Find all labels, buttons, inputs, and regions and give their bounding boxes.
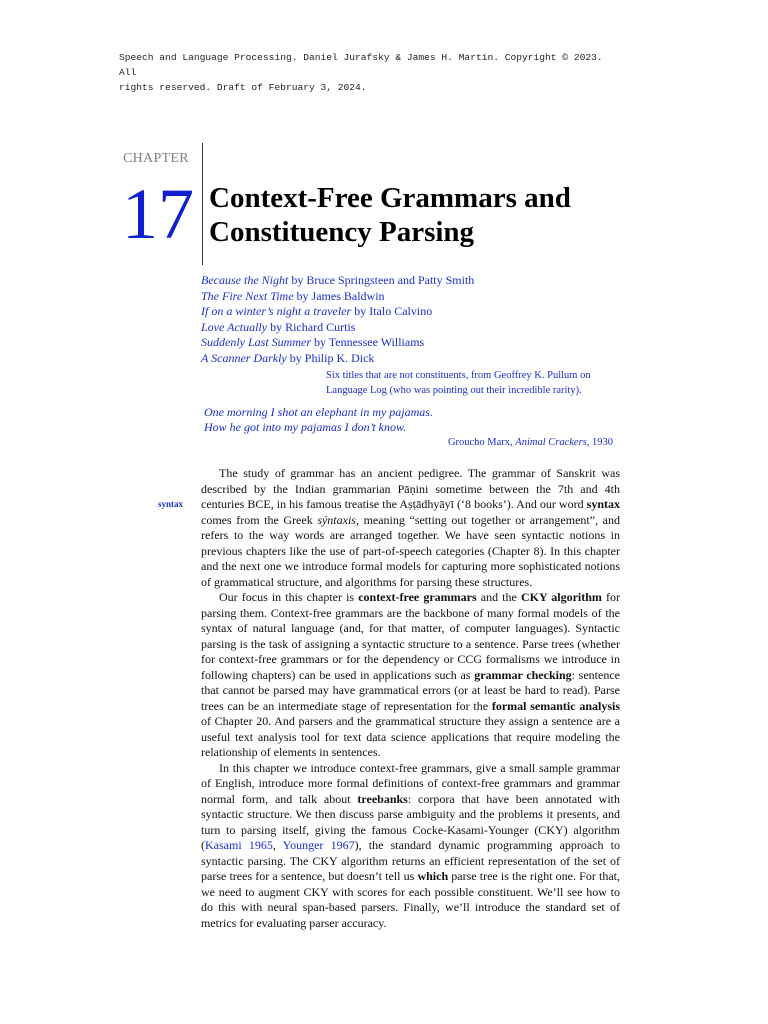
citation-link-younger[interactable]: Younger 1967: [282, 838, 355, 852]
paragraph-1: The study of grammar has an ancient pedigree. The grammar of Sanskrit was described by the Indian grammarian Pāṇini sometime between the 7th and 4th centuries BCE, in his famous treatise the Aṣṭādhyāyī (‘8 books’). And our word syntax comes from the Greek sýntaxis, meaning “setting out together or arrangement”, and refers to the way words are arranged together. We have seen syntactic notions in previous chapters like the use of part-of-speech categories (Chapter 8). In this chapter and the next one we introduce formal models for capturing more sophisticated notions of grammatical structure, and algorithms for parsing these structures.: [201, 466, 620, 589]
margin-note-syntax: syntax: [158, 499, 184, 509]
epigraph-quote: One morning I shot an elephant in my pajamas. How he got into my pajamas I don’t know.: [204, 405, 433, 434]
epigraph-title-line: Because the Night by Bruce Springsteen and Patty Smith: [201, 273, 475, 287]
header-line-2: rights reserved. Draft of February 3, 2024.: [119, 82, 367, 93]
running-header: [119, 50, 619, 95]
body-text: [201, 466, 620, 931]
paragraph-2: Our focus in this chapter is context-free grammars and the CKY algorithm for parsing them. Context-free grammars are the backbone of many formal models of the syntax of natural language (and, for that matter, of computer languages). Syntactic parsing is the task of assigning a syntactic structure to a sentence. Parse trees (whether for context-free grammars or for the dependency or CCG formalisms we introduce in following chapters) can be used in applications such as grammar checking: sentence that cannot be parsed may have grammatical errors (or at least be hard to read). Parse trees can be an intermediate stage of representation for the formal semantic analysis of Chapter 20. And parsers and the grammatical structure they assign a sentence are a useful text analysis tool for text data science applications that require modeling the relationship of elements in sentences.: [201, 590, 621, 759]
header-line-1: Speech and Language Processing. Daniel Jurafsky & James H. Martin. Copyright © 2023. All: [119, 52, 603, 78]
epigraph-quote-attribution: Groucho Marx, Animal Crackers, 1930: [447, 437, 613, 448]
epigraph-title-line: The Fire Next Time by James Baldwin: [201, 288, 385, 303]
title-line-1: Context-Free Grammars and: [209, 182, 571, 214]
chapter-label: CHAPTER: [123, 151, 189, 166]
epigraph-title-line: A Scanner Darkly by Philip K. Dick: [201, 350, 375, 365]
chapter-title: [209, 181, 619, 249]
epigraph-title-line: If on a winter’s night a traveler by Italo Calvino: [201, 304, 433, 318]
paragraph-3: In this chapter we introduce context-free grammars, give a small sample grammar of English, introduce more formal definitions of context-free grammars and grammar normal form, and talk about treebanks: corpora that have been annotated with syntactic structure. We then discuss parse ambiguity and the problems it presents, and turn to parsing itself, giving the famous Cocke-Kasami-Younger (CKY) algorithm (Kasami 1965, Younger 1967), the standard dynamic programming approach to syntactic parsing. The CKY algorithm returns an efficient representation of the set of parse trees for a sentence, but doesn’t tell us which parse tree is the right one. For that, we need to augment CKY with scores for each possible constituent. We’ll see how to do this with neural span-based parsers. Finally, we’ll introduce the standard set of metrics for evaluating parser accuracy.: [201, 760, 621, 930]
citation-link-kasami[interactable]: Kasami 1965: [205, 838, 273, 852]
epigraph-title-line: Suddenly Last Summer by Tennessee Williams: [201, 335, 425, 349]
title-line-2: Constituency Parsing: [209, 216, 475, 248]
chapter-divider: [202, 143, 203, 265]
epigraph-titles: [201, 273, 621, 366]
epigraph-titles-attribution: Six titles that are not constituents, from Geoffrey K. Pullum on Language Log (who was pointing out their incredible rarity).: [326, 370, 591, 396]
chapter-number: 17: [122, 174, 194, 254]
epigraph-title-line: Love Actually by Richard Curtis: [201, 319, 356, 334]
